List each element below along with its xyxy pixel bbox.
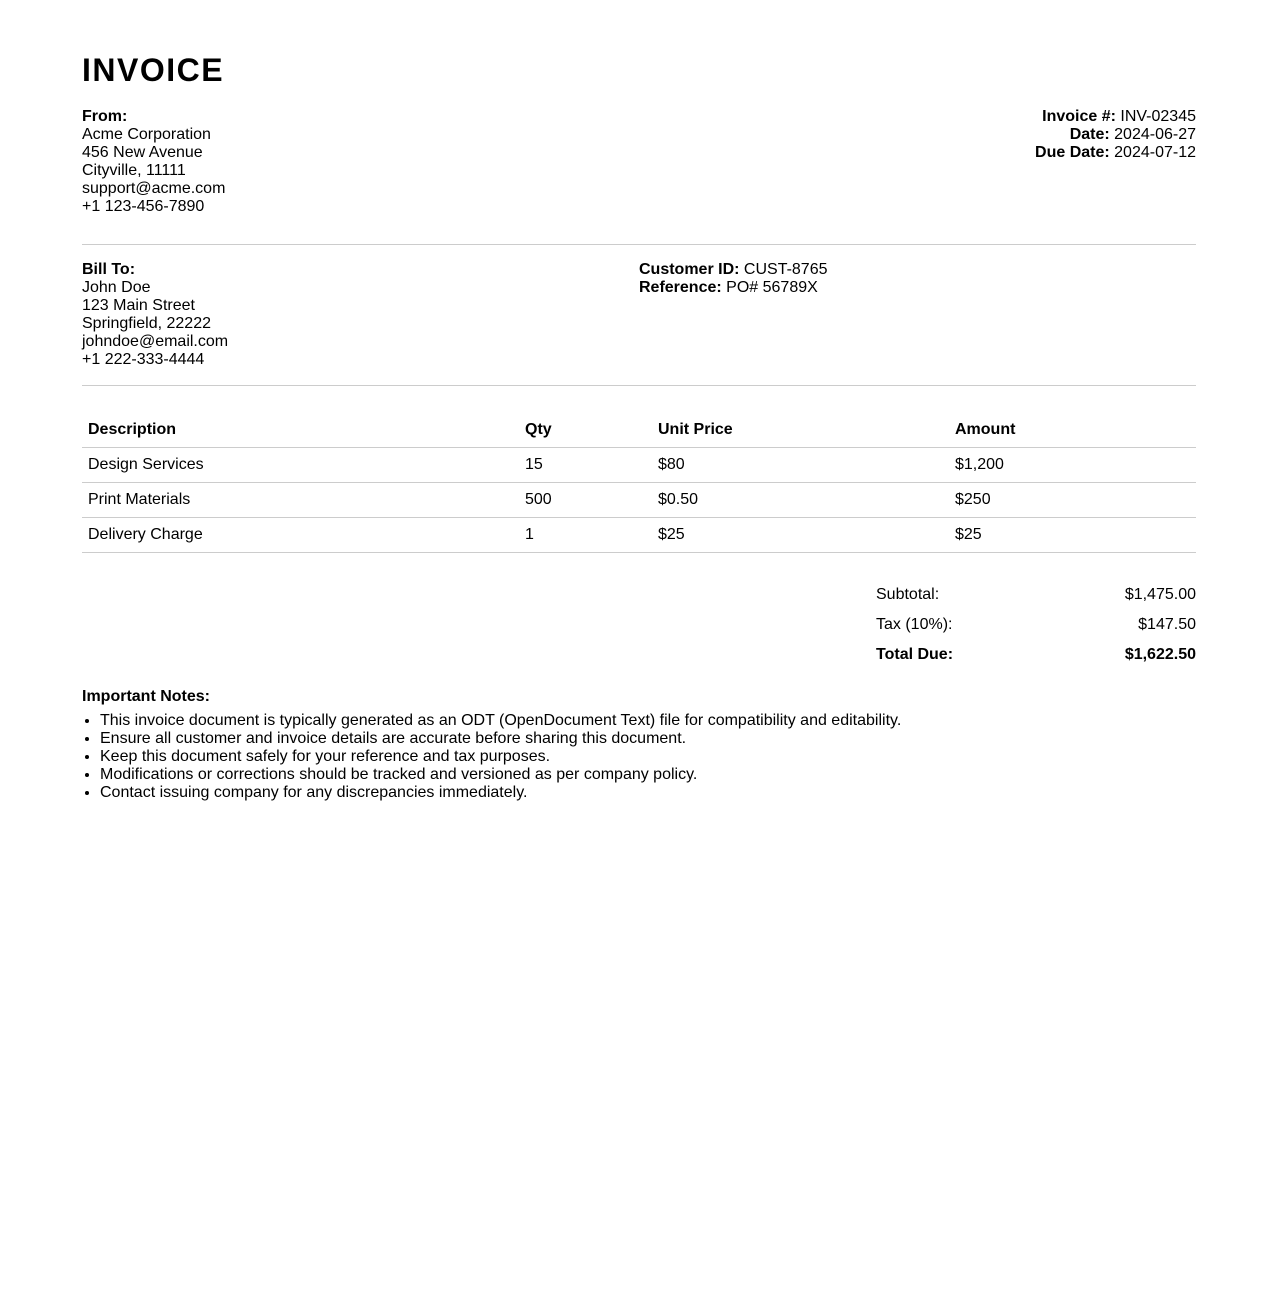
- invoice-meta: [1035, 108, 1196, 216]
- from-phone: +1 123-456-7890: [82, 198, 205, 215]
- reference-row: [639, 279, 1196, 297]
- totals-section: [876, 586, 1196, 676]
- cell-qty: 1: [519, 518, 652, 553]
- cell-amount: $1,200: [949, 448, 1196, 483]
- due-date-value: 2024-07-12: [1114, 144, 1196, 161]
- header-description: Description: [82, 413, 519, 448]
- notes-list: [82, 712, 1196, 802]
- customer-id-row: [639, 261, 1196, 279]
- notes-section: [82, 688, 1196, 802]
- invoice-number-label: Invoice #:: [1042, 108, 1116, 125]
- cell-amount: $250: [949, 483, 1196, 518]
- from-email: support@acme.com: [82, 180, 226, 197]
- divider: [82, 244, 1196, 245]
- billing-section: [82, 261, 1196, 369]
- cell-description: Print Materials: [82, 483, 519, 518]
- tax-value: $147.50: [1138, 616, 1196, 633]
- due-date-label: Due Date:: [1035, 144, 1110, 161]
- invoice-page: [82, 0, 1196, 802]
- from-label: From:: [82, 108, 128, 125]
- invoice-number-row: [1035, 108, 1196, 126]
- cell-qty: 500: [519, 483, 652, 518]
- invoice-date-label: Date:: [1069, 126, 1110, 143]
- divider: [82, 385, 1196, 386]
- invoice-date-row: [1035, 126, 1196, 144]
- customer-id-label: Customer ID:: [639, 261, 740, 278]
- note-item: • Keep this document safely for your reference and tax purposes.: [100, 748, 1196, 766]
- customer-block: [639, 261, 1196, 369]
- table-row: [82, 483, 1196, 518]
- note-item: • Ensure all customer and invoice details are accurate before sharing this document.: [100, 730, 1196, 748]
- cell-unit-price: $0.50: [652, 483, 949, 518]
- cell-amount: $25: [949, 518, 1196, 553]
- subtotal-label: Subtotal:: [876, 586, 940, 603]
- note-item: • Contact issuing company for any discrepancies immediately.: [100, 784, 1196, 802]
- header-section: [82, 108, 1196, 216]
- invoice-title: INVOICE: [82, 52, 225, 88]
- tax-label: Tax (10%):: [876, 616, 953, 633]
- invoice-date-value: 2024-06-27: [1114, 126, 1196, 143]
- cell-unit-price: $25: [652, 518, 949, 553]
- bill-to-name: John Doe: [82, 279, 151, 296]
- cell-qty: 15: [519, 448, 652, 483]
- bill-to-label: Bill To:: [82, 261, 136, 278]
- reference-value: PO# 56789X: [726, 279, 818, 296]
- note-item: • This invoice document is typically generated as an ODT (OpenDocument Text) file for compatibility and editability.: [100, 712, 1196, 730]
- bill-to-address-line1: 123 Main Street: [82, 297, 195, 314]
- bill-to-block: [82, 261, 639, 369]
- total-due-label: Total Due:: [876, 646, 954, 663]
- subtotal-row: [876, 586, 1196, 616]
- cell-unit-price: $80: [652, 448, 949, 483]
- from-block: [82, 108, 225, 216]
- total-due-row: [876, 646, 1196, 676]
- line-items-table: [82, 413, 1196, 553]
- from-address-line1: 456 New Avenue: [82, 144, 203, 161]
- reference-label: Reference:: [639, 279, 722, 296]
- notes-label: Important Notes:: [82, 688, 210, 705]
- subtotal-value: $1,475.00: [1124, 586, 1196, 603]
- invoice-number-value: INV-02345: [1120, 108, 1196, 125]
- table-row: [82, 448, 1196, 483]
- total-due-value: $1,622.50: [1124, 646, 1196, 663]
- header-qty: Qty: [519, 413, 652, 448]
- bill-to-phone: +1 222-333-4444: [82, 351, 205, 368]
- bill-to-email: johndoe@email.com: [82, 333, 229, 350]
- cell-description: Design Services: [82, 448, 519, 483]
- cell-description: Delivery Charge: [82, 518, 519, 553]
- note-item: • Modifications or corrections should be tracked and versioned as per company policy.: [100, 766, 1196, 784]
- tax-row: [876, 616, 1196, 646]
- table-row: [82, 518, 1196, 553]
- from-address-line2: Cityville, 11111: [82, 162, 186, 179]
- header-amount: Amount: [949, 413, 1196, 448]
- from-company: Acme Corporation: [82, 126, 211, 143]
- customer-id-value: CUST-8765: [743, 261, 828, 278]
- header-unit-price: Unit Price: [652, 413, 949, 448]
- table-header-row: [82, 413, 1196, 448]
- bill-to-address-line2: Springfield, 22222: [82, 315, 211, 332]
- due-date-row: [1035, 144, 1196, 162]
